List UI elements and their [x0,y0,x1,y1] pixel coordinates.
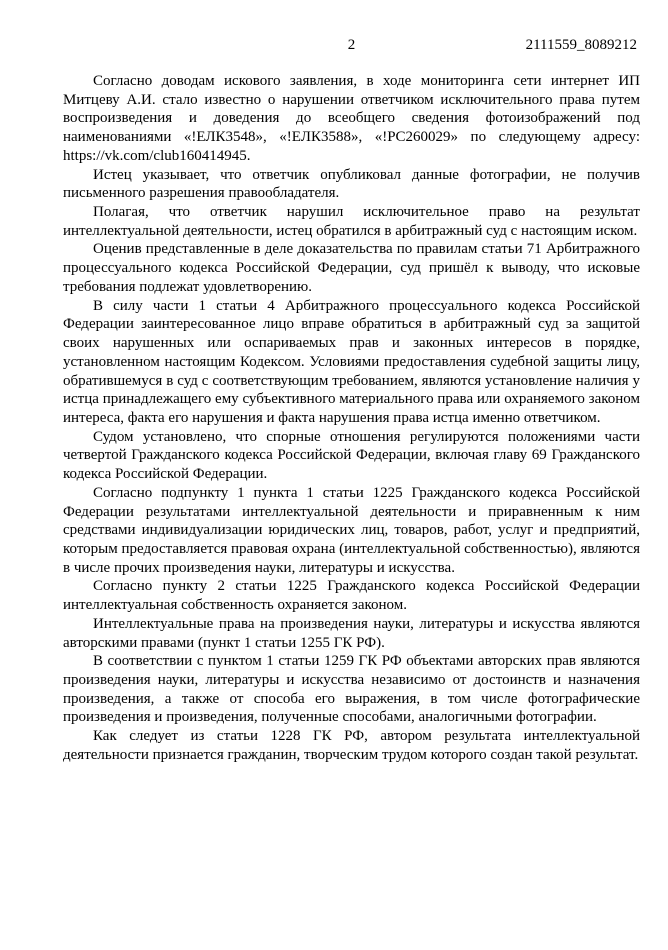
paragraph: Согласно подпункту 1 пункта 1 статьи 1225 Гражданского кодекса Российской Федерации результатами интеллектуальной деятельности и приравненным к ним средствами индивидуализации юридических лиц, товаров, работ, услуг и предприятий, которым предоставляется правовая охрана (интеллектуальной собственностью), являются в числе прочих произведения науки, литературы и искусства. [63,484,640,576]
paragraph: Полагая, что ответчик нарушил исключительное право на результат интеллектуальной деятельности, истец обратился в арбитражный суд с настоящим иском. [63,204,640,239]
page-number: 2 [347,37,356,53]
paragraph: В соответствии с пунктом 1 статьи 1259 ГК РФ объектами авторских прав являются произведения науки, литературы и искусства независимо от достоинств и назначения произведения, а также от способа его выражения, в том числе фотографические произведения и произведения, полученные способами, аналогичными фотографии. [63,653,640,726]
paragraph: Оценив представленные в деле доказательства по правилам статьи 71 Арбитражного процессуального кодекса Российской Федерации, суд пришёл к выводу, что исковые требования подлежат удовлетворению. [63,241,640,295]
page-header [63,36,640,55]
case-document-number: 2111559_8089212 [525,37,637,53]
paragraph: Интеллектуальные права на произведения науки, литературы и искусства являются авторскими правами (пункт 1 статьи 1255 ГК РФ). [63,615,640,651]
paragraph: Как следует из статьи 1228 ГК РФ, автором результата интеллектуальной деятельности признается гражданин, творческим трудом которого создан такой результат. [63,728,640,763]
paragraph: В силу части 1 статьи 4 Арбитражного процессуального кодекса Российской Федерации заинтересованное лицо вправе обратиться в арбитражный суд за защитой своих нарушенных или оспариваемых прав и законных интересов в порядке, установленном настоящим Кодексом. Условиями предоставления судебной защиты лицу, обратившемуся в суд с соответствующим требованием, являются установление наличия у истца принадлежащего ему субъективного материального права или охраняемого законом интереса, факта его нарушения и факта нарушения права истца именно ответчиком. [63,297,640,426]
paragraph: Согласно пункту 2 статьи 1225 Гражданского кодекса Российской Федерации интеллектуальная собственность охраняется законом. [63,578,640,614]
document-body [63,72,640,765]
paragraph: Истец указывает, что ответчик опубликовал данные фотографии, не получив письменного разрешения правообладателя. [63,166,640,202]
paragraph: Судом установлено, что спорные отношения регулируются положениями части четвертой Гражданского кодекса Российской Федерации, включая главу 69 Гражданского кодекса Российской Федерации. [63,428,640,483]
paragraph: Согласно доводам искового заявления, в ходе мониторинга сети интернет ИП Митцеву А.И. стало известно о нарушении ответчиком исключительного права путем воспроизведения и доведения до всеобщего сведения фотоизображений под наименованиями «!ЕЛК3548», «!ЕЛК3588», «!PC260029» по следующему адресу: https://vk.com/club160414945. [63,73,640,164]
